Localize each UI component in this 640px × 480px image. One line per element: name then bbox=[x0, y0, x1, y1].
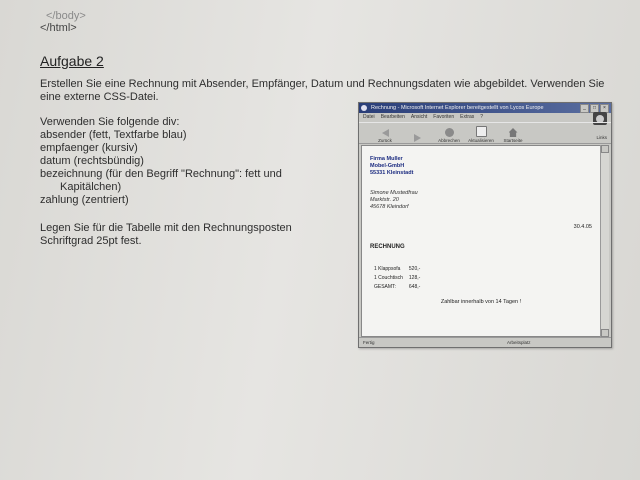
status-zone: Arbeitsplatz bbox=[507, 340, 531, 345]
scroll-down-icon bbox=[601, 329, 609, 337]
table-note-line1: Legen Sie für die Tabelle mit den Rechnungsposten bbox=[40, 222, 292, 234]
browser-screenshot bbox=[358, 102, 612, 348]
div-item-zahlung: zahlung (zentriert) bbox=[40, 194, 129, 206]
price-cell: 520,- bbox=[408, 266, 421, 272]
menu-bearbeiten: Bearbeiten bbox=[380, 114, 405, 120]
ie-logo-icon bbox=[361, 105, 367, 111]
table-row bbox=[372, 275, 422, 282]
refresh-icon bbox=[476, 126, 487, 137]
browser-status-bar bbox=[359, 337, 611, 347]
menu-help: ? bbox=[480, 114, 484, 120]
stop-icon bbox=[445, 128, 454, 137]
bezeichnung-block: RECHNUNG bbox=[370, 244, 405, 250]
browser-title: Rechnung - Microsoft Internet Explorer bereitgestellt von Lycos Europe bbox=[371, 105, 544, 111]
table-font-note bbox=[40, 222, 320, 248]
links-label: Links bbox=[596, 135, 607, 140]
div-requirements bbox=[40, 116, 282, 207]
div-item-datum: datum (rechtsbündig) bbox=[40, 155, 144, 167]
table-row bbox=[372, 266, 422, 273]
body-close-tag: </body> bbox=[46, 10, 86, 22]
back-label: Zurück bbox=[378, 138, 392, 143]
div-list-lead: Verwenden Sie folgende div: bbox=[40, 116, 180, 128]
forward-button bbox=[401, 134, 433, 143]
receiver-line: Marktstr. 20 bbox=[370, 197, 399, 203]
div-item-bezeichnung-cont: Kapitälchen) bbox=[60, 181, 122, 193]
browser-menu-bar bbox=[359, 113, 611, 122]
menu-ansicht: Ansicht bbox=[410, 114, 428, 120]
receiver-line: Simone Mustedfrau bbox=[370, 190, 418, 196]
browser-scrollbar bbox=[600, 145, 609, 337]
close-icon: × bbox=[600, 104, 609, 113]
browser-title-bar bbox=[359, 103, 611, 113]
browser-toolbar bbox=[359, 122, 611, 144]
back-arrow-icon bbox=[382, 129, 389, 137]
item-cell: GESAMT: bbox=[374, 284, 396, 290]
minimize-icon: _ bbox=[580, 104, 589, 113]
table-note-line2: Schriftgrad 25pt fest. bbox=[40, 235, 142, 247]
absender-block bbox=[370, 156, 413, 177]
invoice-page bbox=[361, 145, 601, 337]
price-cell: 648,- bbox=[408, 284, 421, 290]
menu-datei: Datei bbox=[363, 114, 375, 120]
exercise-intro: Erstellen Sie eine Rechnung mit Absender, Empfänger, Datum und Rechnungsdaten wie abgebildet. Verwenden Sie eine externe CSS-Datei. bbox=[40, 78, 605, 103]
table-row bbox=[372, 284, 422, 291]
home-button: Startseite bbox=[497, 128, 529, 143]
item-cell: 1 Couchtisch bbox=[374, 275, 403, 281]
maximize-icon: □ bbox=[590, 104, 599, 113]
menu-favoriten: Favoriten bbox=[433, 114, 455, 120]
home-icon bbox=[509, 128, 518, 137]
invoice-table bbox=[370, 264, 424, 293]
html-close-tag: </html> bbox=[40, 22, 77, 34]
price-cell: 128,- bbox=[408, 275, 421, 281]
div-item-empfaenger: empfaenger (kursiv) bbox=[40, 142, 138, 154]
item-cell: 1 Klappsofa bbox=[374, 266, 401, 272]
back-button bbox=[369, 129, 401, 143]
menu-extras: Extras bbox=[460, 114, 475, 120]
scroll-up-icon bbox=[601, 145, 609, 153]
div-item-absender: absender (fett, Textfarbe blau) bbox=[40, 129, 187, 141]
sender-line: 55331 Kleinstadt bbox=[370, 170, 414, 176]
empfaenger-block bbox=[370, 190, 418, 211]
exercise-heading: Aufgabe 2 bbox=[40, 53, 104, 69]
html-code-snippet bbox=[40, 10, 86, 34]
receiver-line: 45678 Kleindorf bbox=[370, 204, 409, 210]
datum-block: 30.4.05 bbox=[573, 224, 592, 230]
sender-line: Mobel-GmbH bbox=[370, 163, 405, 169]
forward-arrow-icon bbox=[414, 134, 421, 142]
zahlung-block: Zahlbar innerhalb von 14 Tagen ! bbox=[440, 299, 522, 305]
sender-line: Firma Muller bbox=[370, 156, 403, 162]
refresh-button: Aktualisieren bbox=[465, 126, 497, 143]
stop-button: Abbrechen bbox=[433, 128, 465, 143]
status-text: Fertig bbox=[363, 340, 375, 345]
div-item-bezeichnung: bezeichnung (für den Begriff "Rechnung": fett und bbox=[40, 168, 282, 180]
